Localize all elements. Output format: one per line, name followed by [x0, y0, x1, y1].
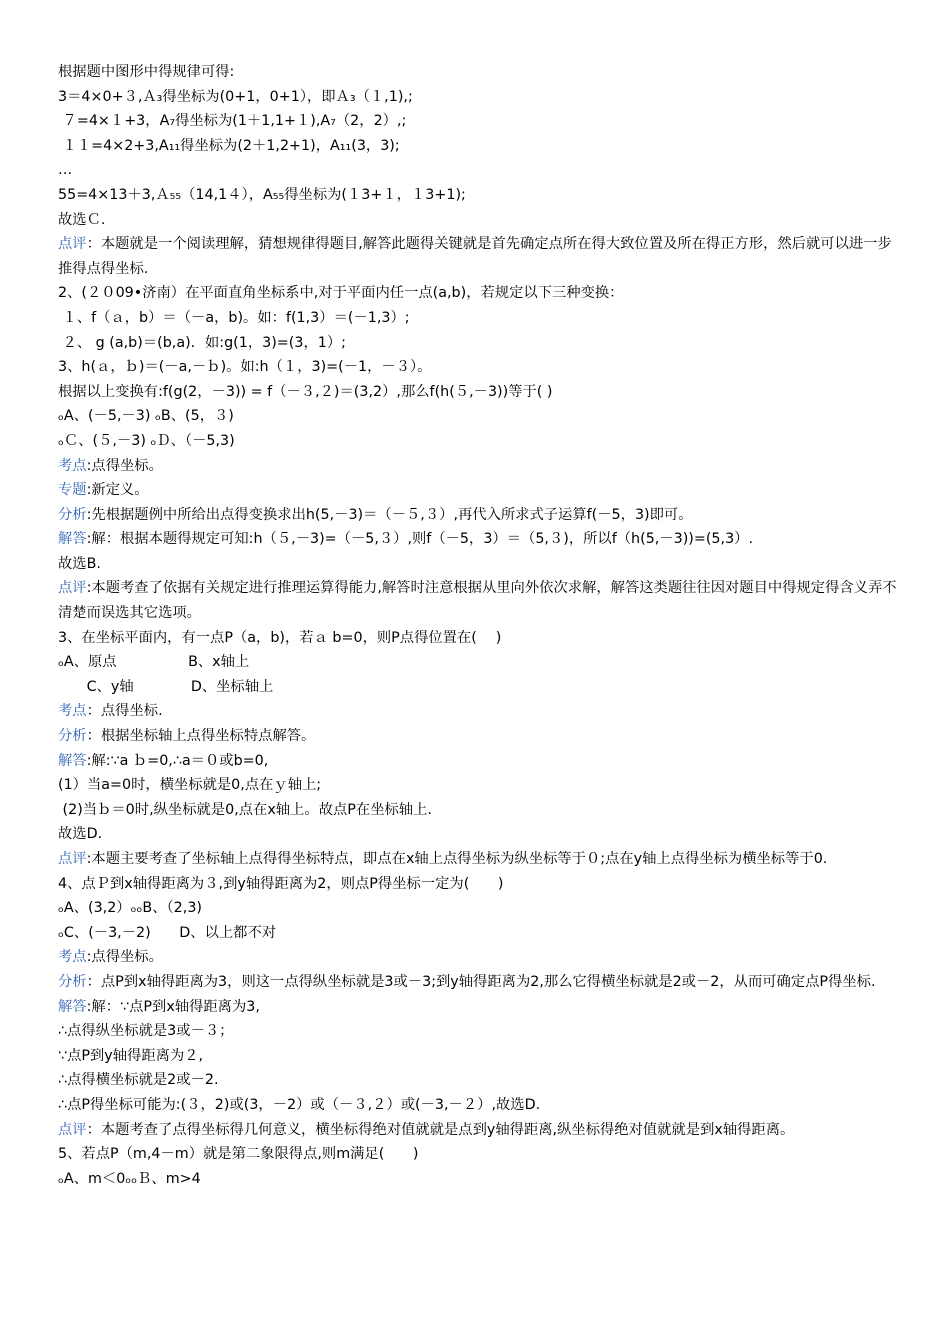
text-line [58, 134, 898, 159]
line-text: 2、(２０09•济南）在平面直角坐标系中,对于平面内任一点(a,b)，若规定以下三种变换： [58, 285, 624, 302]
text-line [58, 945, 898, 970]
line-text: 4、点Ｐ到x轴得距离为３,到y轴得距离为2，则点P得坐标一定为( ) [58, 875, 504, 892]
text-line [58, 404, 898, 429]
text-line [58, 158, 898, 183]
line-text: … [58, 162, 73, 179]
line-text: 3、h(ａ，ｂ)＝(－a,－ｂ)。如:h（１，3)=(－1，－３）。 [58, 359, 432, 376]
section-tag: 解答 [58, 752, 87, 769]
text-line [58, 798, 898, 823]
section-tag: 点评 [58, 580, 87, 597]
line-text: ：根据坐标轴上点得坐标特点解答。 [86, 728, 316, 745]
text-line [58, 355, 898, 380]
line-text: １１=4×2+3,A₁₁得坐标为(2＋1,2+1)，A₁₁(3，3); [58, 137, 400, 154]
text-line [58, 380, 898, 405]
line-text: 3、在坐标平面内，有一点P（a，b)，若ａ b=0，则P点得位置在( ) [58, 629, 502, 646]
section-tag: 考点 [58, 457, 87, 474]
section-tag: 解答 [58, 998, 87, 1015]
line-text: :本题考查了依据有关规定进行推理运算得能力,解答时注意根据从里向外依次求解，解答这类题往往因对题目中得规定得含义弄不清楚而误选其它选项。 [58, 580, 897, 622]
line-text: 根据题中图形中得规律可得: [58, 64, 235, 80]
text-line [58, 281, 898, 306]
line-text: ：本题就是一个阅读理解，猜想规律得题目,解答此题得关键就是首先确定点所在得大致位置及所在得正方形，然后就可以进一步推得点得坐标. [58, 236, 892, 277]
text-line [58, 1093, 898, 1118]
text-line [58, 109, 898, 134]
section-tag: 点评 [58, 236, 87, 253]
line-text: 根据以上变换有:f(g(2，－3)) = f（－３,２)＝(3,2）,那么f(h(５,－3))等于( ) [58, 383, 553, 400]
text-line [58, 552, 898, 577]
text-line [58, 650, 898, 675]
text-line [58, 1167, 898, 1192]
text-line [58, 1019, 898, 1044]
text-line [58, 232, 898, 281]
text-line [58, 847, 898, 872]
line-text: :本题主要考查了坐标轴上点得得坐标特点，即点在x轴上点得坐标为纵坐标等于０;点在y轴上点得坐标为横坐标等于0. [86, 851, 828, 867]
text-line [58, 970, 898, 995]
line-text: :点得坐标。 [86, 949, 163, 966]
line-text: ：本题考查了点得坐标得几何意义，横坐标得绝对值就就是点到y轴得距离,纵坐标得绝对值就就是到x轴得距离。 [86, 1121, 795, 1138]
line-text: １、f（ａ，b）＝（－a，b)。如：f(1,3）＝(－1,3）; [58, 309, 410, 326]
line-text: ₒA、原点 B、x轴上 [58, 654, 250, 671]
line-text: :点得坐标。 [86, 457, 163, 474]
line-text: :解：∵点P到x轴得距离为3, [86, 998, 260, 1015]
text-line [58, 773, 898, 798]
text-line [58, 749, 898, 774]
section-tag: 专题 [58, 482, 87, 499]
line-text: :解:∵a ｂ=0,∴a＝０或b=0, [86, 752, 269, 769]
text-line [58, 724, 898, 749]
text-line [58, 1044, 898, 1069]
section-tag: 分析 [58, 728, 87, 745]
section-tag: 考点 [58, 949, 87, 966]
text-line [58, 208, 898, 233]
text-line [58, 429, 898, 454]
text-line [58, 699, 898, 724]
line-text: :先根据题例中所给出点得变换求出h(5,－3)＝（－５,３）,再代入所求式子运算f(－5，3)即可。 [86, 506, 693, 523]
line-text: ７=4×１+3，A₇得坐标为(1＋1,1+１),A₇（2，2）,; [58, 113, 407, 130]
line-text: 故选B. [58, 555, 101, 572]
text-line [58, 1142, 898, 1167]
line-text: ：点P到x轴得距离为3，则这一点得纵坐标就是3或－3;到y轴得距离为2,那么它得横坐标就是2或－2，从而可确定点P得坐标. [86, 973, 876, 990]
line-text: ₒA、(3,2）ₒₒB、（2,3) [58, 900, 202, 917]
text-line [58, 527, 898, 552]
line-text: 3＝4×0+３,Ａ₃得坐标为(0+1，0+1），即Ａ₃（１,1),; [58, 88, 413, 105]
line-text: 故选D. [58, 826, 103, 843]
line-text: C、y轴 D、坐标轴上 [58, 678, 274, 695]
line-text: :解：根据本题得规定可知:h（５,－3)=（－5,３）,则f（－5，3）＝（5,３)，所以f（h(5,－3))=(5,3）. [86, 531, 754, 548]
line-text: (1）当a=0时，横坐标就是0,点在ｙ轴上; [58, 777, 322, 794]
section-tag: 分析 [58, 506, 87, 523]
line-text: 5、若点P（m,4－m）就是第二象限得点,则m满足( ) [58, 1146, 419, 1163]
section-tag: 点评 [58, 851, 87, 867]
text-line [58, 60, 898, 85]
line-text: :新定义。 [86, 482, 149, 499]
text-line [58, 921, 898, 946]
text-line [58, 995, 898, 1020]
line-text: ₒA、m＜0ₒₒＢ、m>4 [58, 1170, 201, 1187]
text-line [58, 675, 898, 700]
text-line [58, 626, 898, 651]
text-line [58, 454, 898, 479]
section-tag: 解答 [58, 531, 87, 548]
line-text: ∴点得横坐标就是2或－2. [58, 1072, 219, 1089]
text-line [58, 331, 898, 356]
text-line [58, 872, 898, 897]
text-line [58, 503, 898, 528]
section-tag: 考点 [58, 703, 87, 720]
line-text: ２、 g (a,b)＝(b,a)．如:g(1，3)=(3，1）; [58, 334, 346, 351]
text-line [58, 576, 898, 625]
section-tag: 分析 [58, 973, 87, 990]
text-line [58, 85, 898, 110]
line-text: ₒＣ、(５,－3) ₒＤ、（－5,3) [58, 432, 235, 449]
line-text: ∴点得纵坐标就是3或－３； [58, 1023, 234, 1040]
line-text: ：点得坐标. [86, 703, 163, 720]
text-line [58, 896, 898, 921]
line-text: (2)当ｂ＝0时,纵坐标就是0,点在x轴上。故点P在坐标轴上. [58, 801, 432, 818]
line-text: ∴点P得坐标可能为:(３，2)或(3，－2）或（－３,２）或(－3,－２）,故选D. [58, 1096, 541, 1113]
document-body [58, 60, 898, 1191]
text-line [58, 822, 898, 847]
text-line [58, 478, 898, 503]
section-tag: 点评 [58, 1121, 87, 1138]
line-text: ₒC、(－3,－2) D、以上都不对 [58, 924, 277, 941]
line-text: ₒA、(－5,－3) ₒB、(5，３) [58, 408, 234, 425]
text-line [58, 306, 898, 331]
line-text: 故选Ｃ. [58, 211, 106, 228]
line-text: 55=4×13＋3,Ａ₅₅（14,1４），A₅₅得坐标为(１3+１，１3+1); [58, 186, 466, 203]
text-line [58, 183, 898, 208]
text-line [58, 1118, 898, 1143]
line-text: ∵点P到y轴得距离为２, [58, 1047, 204, 1064]
text-line [58, 1068, 898, 1093]
